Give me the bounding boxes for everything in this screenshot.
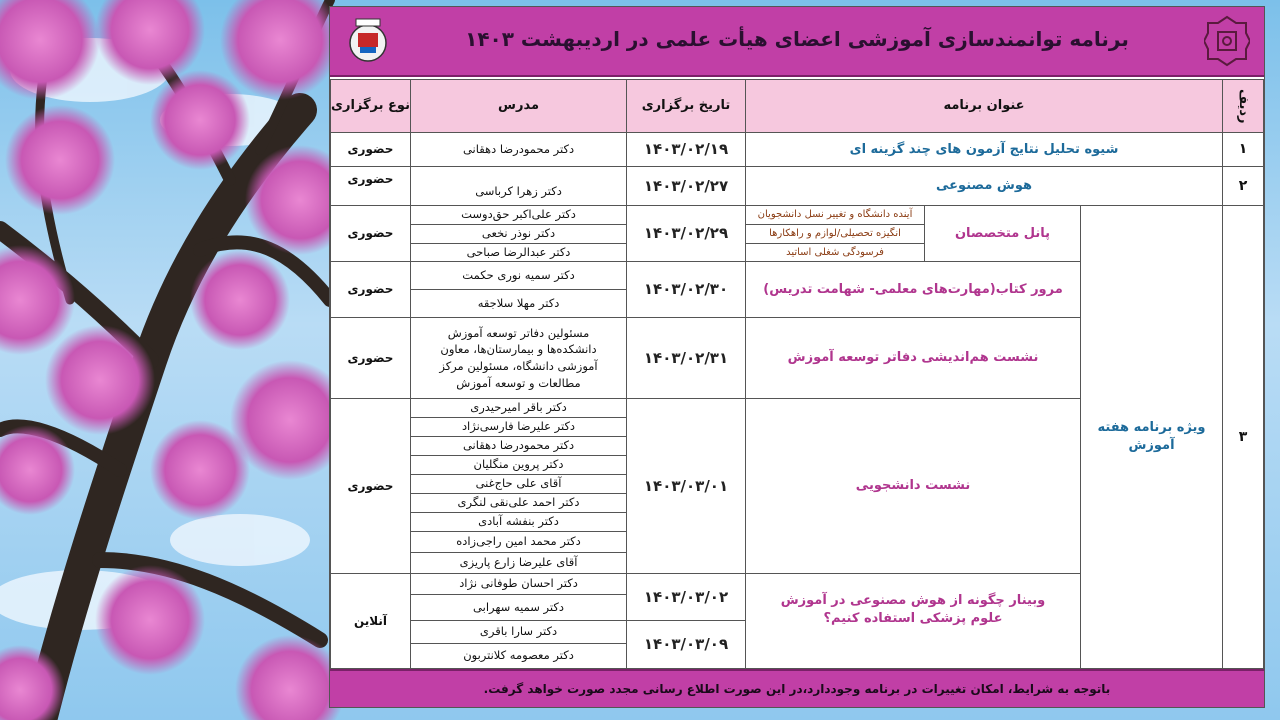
teacher-name: دکتر محمودرضا دهقانی — [410, 132, 627, 167]
teacher-name: دکتر محمودرضا دهقانی — [410, 436, 627, 456]
teacher-name: دکتر معصومه کلانتربون — [410, 643, 627, 669]
header-type: نوع برگزاری — [330, 79, 411, 133]
teacher-name: دکتر علی‌اکبر حق‌دوست — [410, 205, 627, 225]
session-title: وبینار چگونه از هوش مصنوعی در آموزش علوم پزشکی استفاده کنیم؟ — [745, 573, 1081, 669]
teacher-name: دکتر بنفشه آبادی — [410, 512, 627, 532]
row-number: ۱ — [1222, 132, 1264, 167]
teacher-name: دکتر نوذر نخعی — [410, 224, 627, 244]
session-type: حضوری — [330, 398, 411, 574]
session-type: حضوری — [330, 205, 411, 262]
row-number: ۳ — [1222, 205, 1264, 669]
program-title: هوش مصنوعی — [745, 166, 1223, 206]
session-type: حضوری — [330, 261, 411, 318]
header-date: تاریخ برگزاری — [626, 79, 746, 133]
program-date: ۱۴۰۳/۰۲/۳۰ — [626, 261, 746, 318]
edc-logo-icon — [346, 17, 390, 65]
schedule-sheet — [329, 6, 1265, 708]
session-title: نشست دانشجویی — [745, 398, 1081, 574]
session-type: حضوری — [330, 317, 411, 399]
teacher-name: دکتر مهلا سلاجقه — [410, 289, 627, 318]
footer-note: باتوجه به شرایط، امکان تغییرات در برنامه وجوددارد،در این صورت اطلاع رسانی مجدد صورت خواهد گرفت. — [330, 669, 1264, 707]
university-emblem-icon — [1204, 15, 1250, 67]
header-row-number: ردیف — [1222, 79, 1264, 133]
session-title: مرور کتاب(مهارت‌های معلمی- شهامت تدریس) — [745, 261, 1081, 318]
teacher-name: دکتر سمیه سهرابی — [410, 594, 627, 621]
schedule-table — [330, 79, 1264, 669]
teacher-name: دکتر باقر امیرحیدری — [410, 398, 627, 418]
program-date: ۱۴۰۳/۰۳/۰۹ — [626, 620, 746, 669]
session-title: نشست هم‌اندیشی دفاتر توسعه آموزش — [745, 317, 1081, 399]
program-date: ۱۴۰۳/۰۲/۱۹ — [626, 132, 746, 167]
program-date: ۱۴۰۳/۰۳/۰۱ — [626, 398, 746, 574]
page-title: برنامه توانمندسازی آموزشی اعضای هیأت علمی در اردیبهشت ۱۴۰۳ — [465, 27, 1129, 51]
header-teacher: مدرس — [410, 79, 627, 133]
program-date: ۱۴۰۳/۰۲/۳۱ — [626, 317, 746, 399]
header-program-title: عنوان برنامه — [745, 79, 1223, 133]
teacher-name: آقای علیرضا زارع پاریزی — [410, 552, 627, 574]
teacher-name: دکتر پروین منگلیان — [410, 455, 627, 475]
teacher-group-text: مسئولین دفاتر توسعه آموزش دانشکده‌ها و بیمارستان‌ها، معاون آموزشی دانشگاه، مسئولین مرکز مطالعات و توسعه آموزش — [410, 317, 627, 399]
teacher-name: دکتر احسان طوفانی نژاد — [410, 573, 627, 595]
session-title: پانل متخصصان — [924, 205, 1081, 262]
group-title: ویژه برنامه هفته آموزش — [1080, 205, 1223, 669]
row-number: ۲ — [1222, 166, 1264, 206]
title-bar — [330, 7, 1264, 77]
panel-subtopic: انگیزه تحصیلی/لوازم و راهکارها — [745, 224, 925, 244]
session-type: حضوری — [330, 132, 411, 167]
teacher-name: دکتر علیرضا فارسی‌نژاد — [410, 417, 627, 437]
teacher-name: دکتر سمیه نوری حکمت — [410, 261, 627, 290]
session-type: حضوری — [330, 166, 411, 206]
teacher-name: دکتر زهرا کرباسی — [410, 166, 627, 206]
program-title: شیوه تحلیل نتایج آزمون های چند گزینه ای — [745, 132, 1223, 167]
panel-subtopic: فرسودگی شغلی اساتید — [745, 243, 925, 262]
program-date: ۱۴۰۳/۰۲/۲۹ — [626, 205, 746, 262]
teacher-name: دکتر عبدالرضا صباحی — [410, 243, 627, 262]
session-type: آنلاین — [330, 573, 411, 669]
teacher-name: دکتر احمد علی‌نقی لنگری — [410, 493, 627, 513]
panel-subtopic: آینده دانشگاه و تغییر نسل دانشجویان — [745, 205, 925, 225]
program-date: ۱۴۰۳/۰۳/۰۲ — [626, 573, 746, 621]
program-date: ۱۴۰۳/۰۲/۲۷ — [626, 166, 746, 206]
teacher-name: دکتر سارا باقری — [410, 620, 627, 644]
teacher-name: آقای علی حاج‌غنی — [410, 474, 627, 494]
teacher-name: دکتر محمد امین راجی‌زاده — [410, 531, 627, 553]
